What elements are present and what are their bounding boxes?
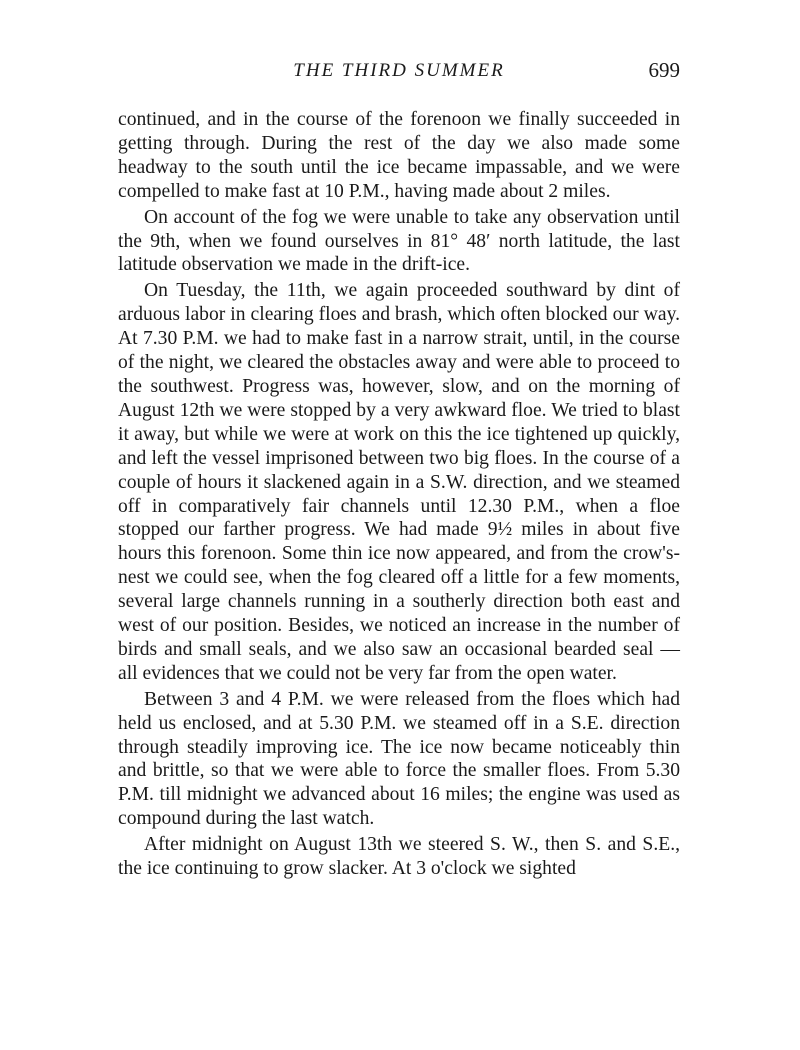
paragraph-tuesday-11th: On Tuesday, the 11th, we again proceeded southward by dint of arduous labor in clearing floes and brash, which often blocked our way. At 7.30 P.M. we had to make fast in a narrow strait, until, in the course of the night, we cleared the obstacles away and were able to proceed to the southwest. Progress was, however, slow, and on the morning of August 12th we were stopped by a very awkward floe. We tried to blast it away, but while we were at work on this the ice tightened up quickly, and left the vessel imprisoned between two big floes. In the course of a couple of hours it slackened again in a S.W. direction, and we steamed off in comparatively fair channels until 12.30 P.M., when a floe stopped our farther progress. We had made 9½ miles in about five hours this forenoon. Some thin ice now appeared, and from the crow's-nest we could see, when the fog cleared off a little for a few moments, several large channels running in a southerly direction both east and west of our position. Besides, we noticed an increase in the number of birds and small seals, and we also saw an occasional bearded seal — all evidences that we could not be very far from the open water. — [118, 280, 680, 684]
body-text — [118, 108, 680, 883]
paragraph-continued: continued, and in the course of the forenoon we finally succeeded in getting through. During the rest of the day we also made some headway to the south until the ice became impassable, and we were compelled to make fast at 10 P.M., having made about 2 miles. — [118, 109, 680, 202]
page-number: 699 — [648, 58, 680, 82]
paragraph-august-13th: After midnight on August 13th we steered S. W., then S. and S.E., the ice continuing to grow slacker. At 3 o'clock we sighted — [118, 834, 680, 880]
running-title: THE THIRD SUMMER — [293, 60, 505, 81]
paragraph-fog-observation: On account of the fog we were unable to take any observation until the 9th, when we found ourselves in 81° 48′ north latitude, the last latitude observation we made in the drift-ice. — [118, 206, 680, 276]
running-head — [118, 58, 680, 86]
paragraph-released-from-floes: Between 3 and 4 P.M. we were released from the floes which had held us enclosed, and at 5.30 P.M. we steamed off in a S.E. direction through steadily improving ice. The ice now became noticeably thin and brittle, so that we were able to force the smaller floes. From 5.30 P.M. till midnight we advanced about 16 miles; the engine was used as compound during the last watch. — [118, 688, 680, 830]
